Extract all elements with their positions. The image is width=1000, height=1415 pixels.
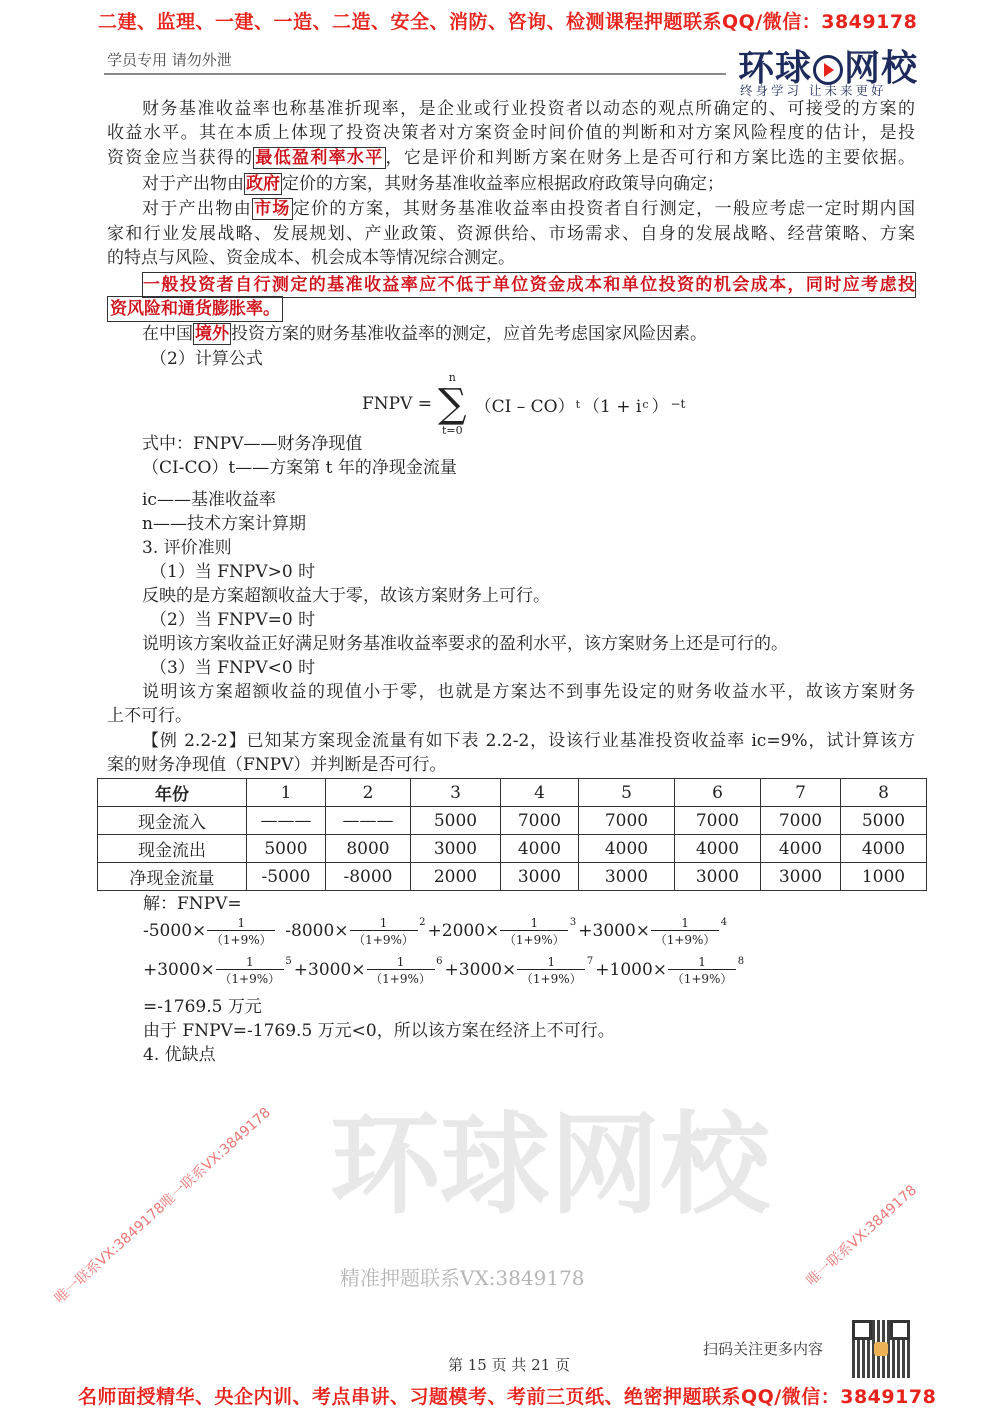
denominator: （1+9%） — [216, 969, 284, 986]
definition-line: 反映的是方案超额收益大于零，故该方案财务上可行。 — [142, 586, 550, 606]
sigma-icon: ∑ — [438, 381, 467, 427]
body-line — [107, 222, 915, 246]
denominator: （1+9%） — [350, 930, 418, 947]
table-cell: 3 — [411, 779, 501, 807]
text-segment: 收益水平。其在本质上体现了投资决策者对方案资金时间价值的判断和对方案风险程度的估计，是投 — [107, 123, 915, 143]
formula-factor: （1 + i — [583, 396, 642, 417]
denominator: （1+9%） — [367, 969, 435, 986]
definition-line: 上不可行。 — [107, 706, 192, 726]
exponent: 2 — [419, 917, 426, 928]
text-segment: （2）计算公式 — [150, 349, 263, 369]
discount-fraction — [500, 916, 577, 947]
highlighted-term: 境外 — [195, 324, 229, 344]
definition-line: （1）当 FNPV>0 时 — [150, 562, 316, 582]
numerator: 1 — [530, 916, 539, 930]
numerator: 1 — [547, 955, 556, 969]
solution-row — [143, 916, 729, 947]
coefficient: +2000× — [427, 921, 500, 941]
page-number: 第 15 页 共 21 页 — [448, 1356, 571, 1374]
denominator: （1+9%） — [207, 930, 275, 947]
sum-lower: t=0 — [442, 424, 463, 437]
discount-fraction — [517, 955, 594, 986]
body-line — [107, 121, 915, 145]
exponent: 6 — [436, 956, 443, 967]
table-cell: 3000 — [675, 863, 761, 891]
table-cell: 5000 — [841, 807, 927, 835]
definition-line: （2）当 FNPV=0 时 — [150, 610, 316, 630]
discount-fraction — [350, 916, 426, 947]
exponent: 5 — [285, 956, 292, 967]
definition-line: 案的财务净现值（FNPV）并判断是否可行。 — [107, 755, 447, 775]
table-cell: 现金流出 — [98, 835, 247, 863]
denominator: （1+9%） — [517, 969, 585, 986]
table-cell: 4 — [501, 779, 579, 807]
watermark-red: 唯一联系VX:3849178 — [803, 1182, 921, 1290]
table-row — [98, 835, 927, 863]
denominator: （1+9%） — [500, 930, 568, 947]
watermark-red: 唯一联系VX:3849178唯一联系VX:3849178 — [51, 1104, 274, 1307]
numerator: 1 — [681, 916, 689, 930]
body-line — [107, 296, 283, 322]
table-cell: 4000 — [501, 835, 579, 863]
table-cell: 7 — [761, 779, 841, 807]
definition-line: ic——基准收益率 — [142, 490, 276, 510]
cash-flow-table — [97, 778, 927, 891]
body-line — [150, 347, 263, 371]
text-segment: 家和行业发展战略、发展规划、产业政策、资源供给、市场需求、自身的发展战略、经营策略、方案 — [107, 224, 915, 244]
discount-fraction — [651, 916, 728, 947]
table-cell: 4000 — [675, 835, 761, 863]
text-segment: 对于产出物由 — [142, 174, 244, 194]
formula-sub: c — [642, 397, 649, 411]
formula-term: （CI – CO） — [474, 396, 575, 417]
numerator: 1 — [237, 916, 246, 930]
text-segment: 的特点与风险、资金成本、机会成本等情况综合测定。 — [107, 248, 515, 268]
discount-fraction — [668, 955, 745, 986]
table-cell: 现金流入 — [98, 807, 247, 835]
solution-label: 解：FNPV= — [143, 894, 242, 914]
table-cell: ——— — [247, 807, 326, 835]
definition-line: （3）当 FNPV<0 时 — [150, 658, 316, 678]
definition-line: 3. 评价准则 — [142, 538, 232, 558]
formula-close: ） — [651, 396, 669, 417]
table-row — [98, 863, 927, 891]
text-segment: 财务基准收益率也称基准折现率，是企业或行业投资者以动态的观点所确定的、可接受的方案的 — [142, 99, 915, 119]
table-cell: 2 — [326, 779, 411, 807]
exponent: 8 — [737, 956, 745, 967]
body-line — [107, 246, 515, 270]
slogan: 终身学习 让未来更好 — [740, 83, 887, 98]
highlighted-term: 最低盈利率水平 — [255, 148, 384, 168]
table-cell: -8000 — [326, 863, 411, 891]
highlighted-term: 市场 — [254, 199, 291, 219]
header-note: 学员专用 请勿外泄 — [107, 51, 232, 69]
table-cell: 8000 — [326, 835, 411, 863]
coefficient: +3000× — [143, 960, 215, 980]
logo-text: 网校 — [844, 48, 919, 89]
header-divider — [104, 73, 726, 75]
numerator: 1 — [698, 955, 706, 969]
definition-line: 说明该方案超额收益的现值小于零，也就是方案达不到事先设定的财务收益水平，故该方案财务 — [142, 682, 915, 702]
table-cell: 6 — [675, 779, 761, 807]
table-cell: 3000 — [411, 835, 501, 863]
coefficient: -8000× — [285, 921, 349, 941]
table-cell: 8 — [841, 779, 927, 807]
highlighted-term: 政府 — [246, 174, 280, 194]
body-line — [142, 172, 724, 196]
definition-line: n——技术方案计算期 — [142, 514, 306, 534]
bottom-banner: 名师面授精华、央企内训、考点串讲、习题模考、考前三页纸、绝密押题联系QQ/微信：3849178 — [78, 1386, 937, 1408]
exponent: 7 — [586, 956, 594, 967]
table-cell: 5000 — [247, 835, 326, 863]
top-banner: 二建、监理、一建、一造、二造、安全、消防、咨询、检测课程押题联系QQ/微信：3849178 — [98, 11, 918, 33]
table-cell: 2000 — [411, 863, 501, 891]
table-cell: 7000 — [579, 807, 675, 835]
watermark-logo: 环球网校 — [330, 1101, 770, 1229]
logo-text: 环球 — [738, 48, 813, 89]
coefficient: +3000× — [293, 960, 366, 980]
table-cell: 3000 — [761, 863, 841, 891]
definition-line: 式中：FNPV——财务净现值 — [142, 434, 363, 454]
body-line — [107, 146, 915, 170]
numerator: 1 — [396, 955, 405, 969]
formula-lhs: FNPV = — [362, 394, 433, 414]
table-cell: -5000 — [247, 863, 326, 891]
table-cell: 5000 — [411, 807, 501, 835]
body-line — [142, 322, 707, 346]
numerator: 1 — [379, 916, 388, 930]
coefficient: -5000× — [143, 921, 207, 941]
table-cell: 年份 — [98, 779, 247, 807]
coefficient: +1000× — [595, 960, 668, 980]
table-cell: 5 — [579, 779, 675, 807]
solution-result: =-1769.5 万元 — [143, 997, 262, 1017]
formula-sub: t — [575, 397, 581, 411]
exponent: 3 — [569, 917, 577, 928]
table-cell: 1 — [247, 779, 326, 807]
table-cell: 3000 — [501, 863, 579, 891]
qr-code-icon[interactable] — [852, 1320, 910, 1378]
table-cell: 4000 — [579, 835, 675, 863]
denominator: （1+9%） — [668, 969, 736, 986]
solution-row — [143, 955, 746, 986]
body-line — [107, 97, 915, 121]
table-cell: 7000 — [761, 807, 841, 835]
qr-caption: 扫码关注更多内容 — [703, 1340, 824, 1358]
table-cell: 7000 — [675, 807, 761, 835]
table-cell: 3000 — [579, 863, 675, 891]
coefficient: +3000× — [444, 960, 517, 980]
discount-fraction — [207, 916, 275, 947]
summation — [438, 372, 467, 436]
definition-line: 说明该方案收益正好满足财务基准收益率要求的盈利水平，该方案财务上还是可行的。 — [142, 634, 788, 654]
body-line — [107, 197, 915, 221]
numerator: 1 — [245, 955, 254, 969]
definition-line: 【例 2.2-2】已知某方案现金流量有如下表 2.2-2，设该行业基准投资收益率 ic=9%，试计算该方 — [142, 731, 915, 751]
text-segment: 投资方案的财务基准收益率的测定，应首先考虑国家风险因素。 — [231, 324, 707, 344]
coefficient: +3000× — [578, 921, 651, 941]
exponent: 4 — [720, 917, 728, 928]
text-segment: 对于产出物由 — [142, 199, 253, 219]
watermark-gray: 精准押题联系VX:3849178 — [340, 1266, 585, 1290]
solution-conclusion: 由于 FNPV=-1769.5 万元<0，所以该方案在经济上不可行。 — [143, 1021, 615, 1041]
table-cell: 1000 — [841, 863, 927, 891]
definition-line: （CI-CO）t——方案第 t 年的净现金流量 — [142, 458, 457, 478]
text-segment: 在中国 — [142, 324, 193, 344]
fnpv-formula — [362, 372, 685, 436]
section-heading: 4. 优缺点 — [143, 1045, 216, 1065]
text-segment: 资资金应当获得的 — [107, 148, 254, 168]
body-line — [142, 272, 916, 298]
text-segment: 资风险和通货膨胀率。 — [110, 299, 280, 319]
text-segment: 定价的方案，其财务基准收益率应根据政府政策导向确定； — [282, 174, 724, 194]
denominator: （1+9%） — [651, 930, 719, 947]
formula-exponent: −t — [670, 397, 686, 411]
table-row — [98, 807, 927, 835]
table-cell: ——— — [326, 807, 411, 835]
table-cell: 净现金流量 — [98, 863, 247, 891]
table-cell: 4000 — [841, 835, 927, 863]
table-cell: 7000 — [501, 807, 579, 835]
sum-upper: n — [448, 371, 456, 384]
table-cell: 4000 — [761, 835, 841, 863]
discount-fraction — [216, 955, 292, 986]
text-segment: ，它是评价和判断方案在财务上是否可行和方案比选的主要依据。 — [385, 148, 916, 168]
text-segment: 定价的方案，其财务基准收益率由投资者自行测定，一般应考虑一定时期内国 — [292, 199, 916, 219]
table-header — [98, 779, 927, 807]
discount-fraction — [367, 955, 443, 986]
text-segment: 一般投资者自行测定的基准收益率应不低于单位资金成本和单位投资的机会成本，同时应考虑投 — [143, 275, 915, 295]
